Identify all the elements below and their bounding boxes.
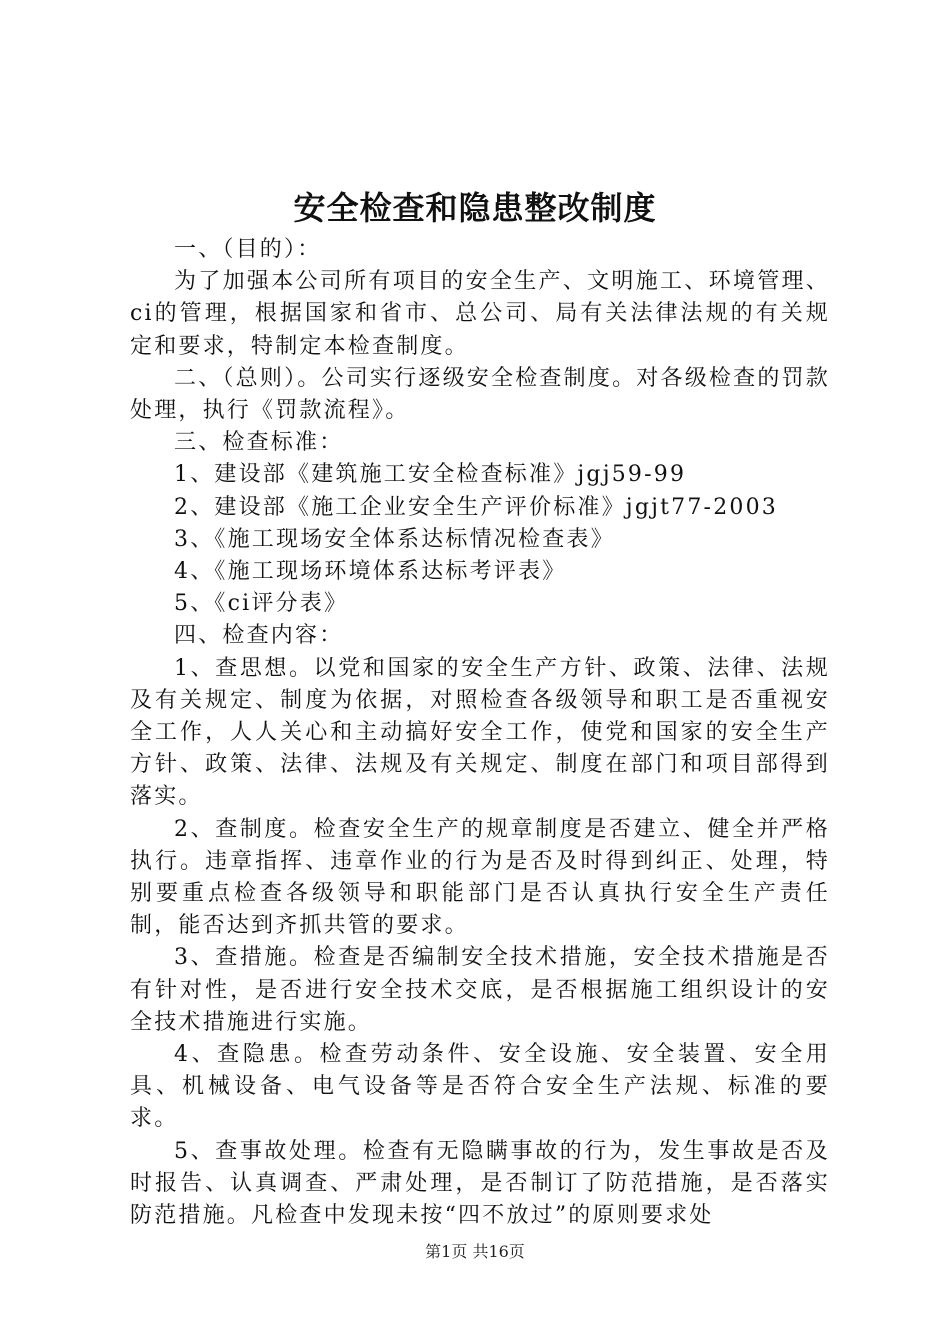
standard-item-4: 4、《施工现场环境体系达标考评表》 xyxy=(174,559,567,585)
section-heading-content: 四、检查内容： xyxy=(174,623,344,649)
document-body xyxy=(130,234,830,1232)
paragraph-purpose: 为了加强本公司所有项目的安全生产、文明施工、环境管理、ci的管理，根据国家和省市、总公司、局有关法律法规的有关规定和要求，特制定本检查制度。 xyxy=(130,269,830,359)
content-item-thought: 1、查思想。以党和国家的安全生产方针、政策、法律、法规及有关规定、制度为依据，对照检查各级领导和职工是否重视安全工作，人人关心和主动搞好安全工作，使党和国家的安全生产方针、政策、法律、法规及有关规定、制度在部门和项目部得到落实。 xyxy=(130,655,830,810)
section-heading-standards: 三、检查标准： xyxy=(174,430,344,456)
content-item-accidents: 5、查事故处理。检查有无隐瞒事故的行为，发生事故是否及时报告、认真调查、严肃处理，是否制订了防范措施，是否落实防范措施。凡检查中发现未按“四不放过”的原则要求处 xyxy=(130,1138,830,1229)
standard-item-5: 5、《ci评分表》 xyxy=(174,591,349,617)
paragraph-general: 二、（总则）。公司实行逐级安全检查制度。对各级检查的罚款处理，执行《罚款流程》。 xyxy=(130,365,830,424)
content-item-system: 2、查制度。检查安全生产的规章制度是否建立、健全并严格执行。违章指挥、违章作业的行为是否及时得到纠正、处理，特别要重点检查各级领导和职能部门是否认真执行安全生产责任制，能否达到齐抓共管的要求。 xyxy=(130,816,830,939)
standard-item-3: 3、《施工现场安全体系达标情况检查表》 xyxy=(174,526,615,552)
section-heading-purpose: 一、（目的）： xyxy=(174,237,322,262)
standard-item-1: 1、建设部《建筑施工安全检查标准》jgj59-99 xyxy=(174,462,687,488)
page-number-footer: 第1页 共16页 xyxy=(425,1242,525,1261)
standard-item-2: 2、建设部《施工企业安全生产评价标准》jgjt77-2003 xyxy=(174,494,778,520)
content-item-measures: 3、查措施。检查是否编制安全技术措施，安全技术措施是否有针对性，是否进行安全技术交底，是否根据施工组织设计的安全技术措施进行实施。 xyxy=(130,945,830,1035)
content-item-hazards: 4、查隐患。检查劳动条件、安全设施、安全装置、安全用具、机械设备、电气设备等是否符合安全生产法规、标准的要求。 xyxy=(130,1042,830,1132)
document-title: 安全检查和隐患整改制度 xyxy=(293,189,657,227)
